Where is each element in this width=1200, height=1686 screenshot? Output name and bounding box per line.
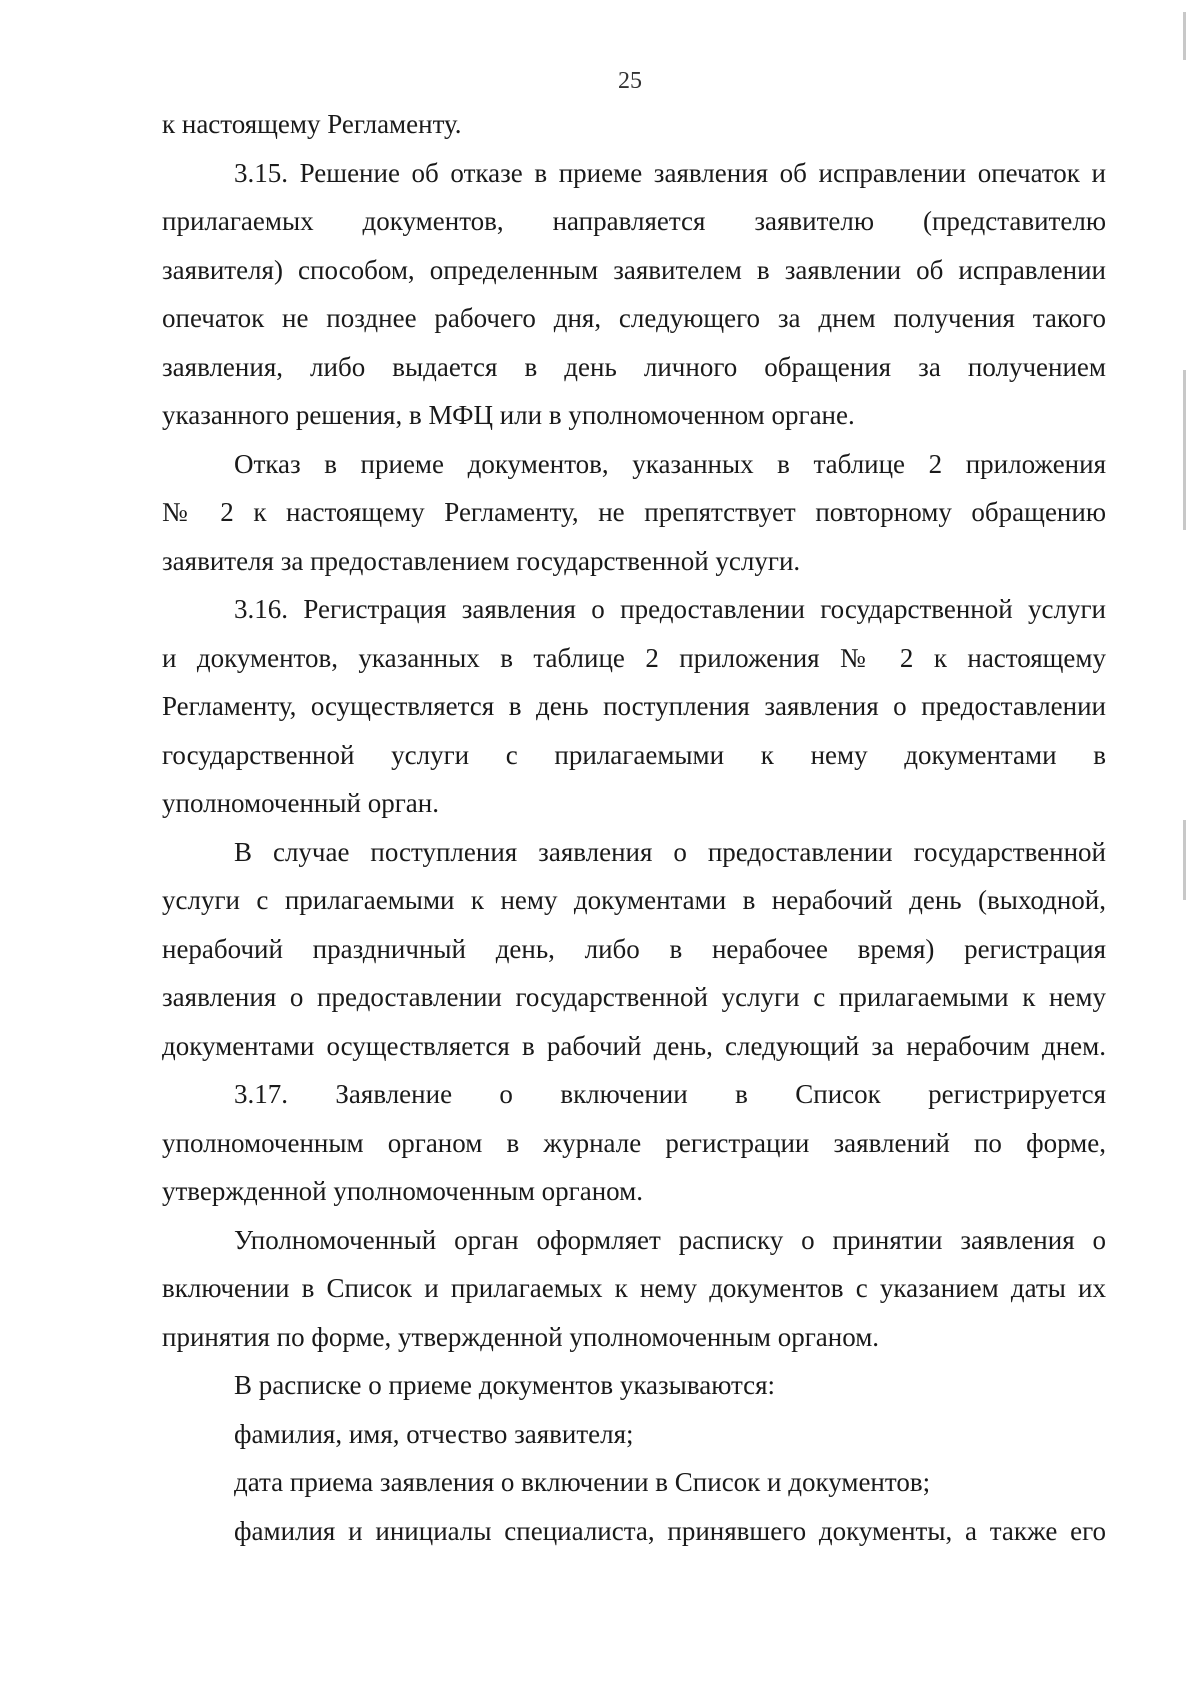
- text-line: 3.16. Регистрация заявления о предоставлении государственной услуги: [234, 594, 1106, 624]
- text-line: принятия по форме, утвержденной уполномоченным органом.: [162, 1321, 880, 1352]
- text-line: 3.17. Заявление о включении в Список регистрируется: [234, 1079, 1106, 1109]
- body-text: [162, 100, 1106, 1555]
- text-line: нерабочий праздничный день, либо в нерабочее время) регистрация: [162, 933, 1106, 964]
- text-line: Регламенту, осуществляется в день поступления заявления о предоставлении: [162, 691, 1106, 721]
- text-line: фамилия, имя, отчество заявителя;: [234, 1418, 634, 1449]
- text-line: опечаток не позднее рабочего дня, следующего за днем получения такого: [162, 303, 1106, 333]
- text-line: включении в Список и прилагаемых к нему документов с указанием даты их: [162, 1273, 1106, 1303]
- scan-edge-mark: [1183, 820, 1186, 900]
- text-line: заявления, либо выдается в день личного обращения за получением: [162, 351, 1106, 382]
- text-line: прилагаемых документов, направляется заявителю (представителю: [162, 206, 1106, 236]
- text-line: В расписке о приеме документов указываются:: [234, 1370, 776, 1400]
- text-line: документами осуществляется в рабочий день, следующий за нерабочим днем.: [162, 1030, 1106, 1061]
- page-number: 25: [618, 68, 642, 94]
- scan-edge-mark: [1183, 370, 1186, 530]
- text-line: государственной услуги с прилагаемыми к нему документами в: [162, 739, 1106, 770]
- text-line: заявителя) способом, определенным заявителем в заявлении об исправлении: [162, 254, 1106, 285]
- text-line: Отказ в приеме документов, указанных в таблице 2 приложения: [234, 448, 1106, 479]
- text-line: уполномоченным органом в журнале регистрации заявлений по форме,: [162, 1127, 1106, 1158]
- text-line: к настоящему Регламенту.: [162, 109, 462, 139]
- text-line: заявления о предоставлении государственной услуги с прилагаемыми к нему: [162, 982, 1106, 1012]
- text-line: № 2 к настоящему Регламенту, не препятствует повторному обращению: [162, 497, 1106, 527]
- text-line: Уполномоченный орган оформляет расписку о принятии заявления о: [234, 1224, 1106, 1255]
- text-line: 3.15. Решение об отказе в приеме заявления об исправлении опечаток и: [234, 157, 1106, 188]
- text-line: дата приема заявления о включении в Список и документов;: [234, 1467, 931, 1497]
- text-line: В случае поступления заявления о предоставлении государственной: [234, 836, 1106, 867]
- text-line: уполномоченный орган.: [162, 788, 439, 818]
- scan-edge-mark: [1183, 12, 1186, 60]
- text-line: услуги с прилагаемыми к нему документами в нерабочий день (выходной,: [162, 885, 1106, 915]
- text-line: и документов, указанных в таблице 2 приложения № 2 к настоящему: [162, 642, 1106, 673]
- text-line: фамилия и инициалы специалиста, принявшего документы, а также его: [234, 1515, 1106, 1546]
- text-line: утвержденной уполномоченным органом.: [162, 1176, 644, 1206]
- text-line: указанного решения, в МФЦ или в уполномоченном органе.: [162, 400, 855, 430]
- text-line: заявителя за предоставлением государственной услуги.: [162, 545, 801, 576]
